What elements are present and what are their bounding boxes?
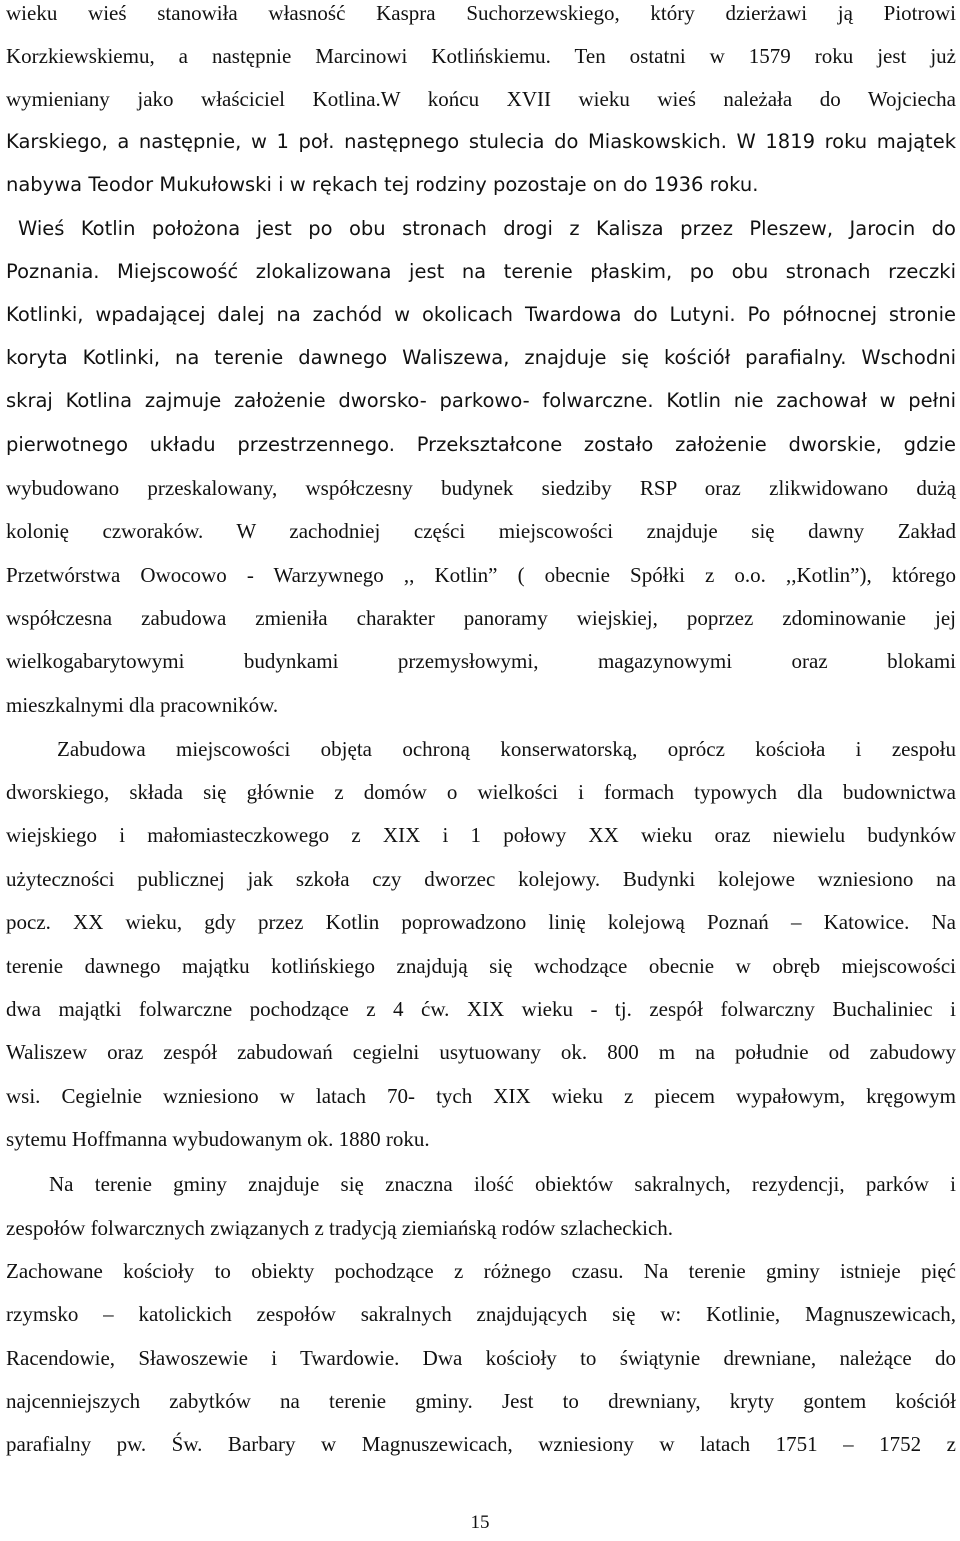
text-line: nabywa Teodor Mukułowski i w rękach tej rodziny pozostaje on do 1936 roku. (6, 173, 759, 196)
text-line: koryta Kotlinki, na terenie dawnego Waliszewa, znajduje się kościół parafialny. Wschodni (6, 346, 956, 369)
text-line: dwa majątki folwarczne pochodzące z 4 ćw. XIX wieku - tj. zespół folwarczny Buchaliniec i (6, 997, 956, 1021)
text-line: Zachowane kościoły to obiekty pochodzące z różnego czasu. Na terenie gminy istnieje pięć (6, 1259, 956, 1283)
text-line: wielkogabarytowymi budynkami przemysłowymi, magazynowymi oraz blokami (6, 649, 956, 673)
text-line: Przetwórstwa Owocowo - Warzywnego ,, Kotlin” ( obecnie Spółki z o.o. ,,Kotlin”), którego (6, 563, 956, 587)
text-line: skraj Kotlina zajmuje założenie dworsko- parkowo- folwarczne. Kotlin nie zachował w pełni (6, 389, 956, 412)
text-line: Zabudowa miejscowości objęta ochroną konserwatorską, oprócz kościoła i zespołu (57, 737, 956, 761)
text-line: pierwotnego układu przestrzennego. Przekształcone zostało założenie dworskie, gdzie (6, 433, 956, 456)
text-line: Racendowie, Sławoszewie i Twardowie. Dwa kościoły to świątynie drewniane, należące do (6, 1346, 956, 1370)
page-number: 15 (470, 1512, 490, 1533)
text-line: wieku wieś stanowiła własność Kaspra Suchorzewskiego, który dzierżawi ją Piotrowi (6, 1, 956, 25)
text-line: zespołów folwarcznych związanych z tradycją ziemiańską rodów szlacheckich. (6, 1216, 674, 1240)
text-line: mieszkalnymi dla pracowników. (6, 693, 279, 717)
text-line: Waliszew oraz zespół zabudowań cegielni usytuowany ok. 800 m na południe od zabudowy (6, 1040, 956, 1064)
text-line: rzymsko – katolickich zespołów sakralnych znajdujących się w: Kotlinie, Magnuszewicach, (6, 1302, 956, 1326)
text-line: wsi. Cegielnie wzniesiono w latach 70- tych XIX wieku z piecem wypałowym, kręgowym (6, 1084, 956, 1108)
text-line: wymieniany jako właściciel Kotlina.W końcu XVII wieku wieś należała do Wojciecha (6, 87, 956, 111)
text-line: Poznania. Miejscowość zlokalizowana jest na terenie płaskim, po obu stronach rzeczki (6, 260, 956, 283)
text-line: wiejskiego i małomiasteczkowego z XIX i 1 połowy XX wieku oraz niewielu budynków (6, 823, 956, 847)
text-line: Karskiego, a następnie, w 1 poł. następnego stulecia do Miaskowskich. W 1819 roku majątek (6, 130, 956, 153)
text-line: wybudowano przeskalowany, współczesny budynek siedziby RSP oraz zlikwidowano dużą (6, 476, 956, 500)
text-line: użyteczności publicznej jak szkoła czy dworzec kolejowy. Budynki kolejowe wzniesiono na (6, 867, 956, 891)
text-line: współczesna zabudowa zmieniła charakter panoramy wiejskiej, poprzez zdominowanie jej (6, 606, 956, 630)
text-line: Na terenie gminy znajduje się znaczna ilość obiektów sakralnych, rezydencji, parków i (49, 1172, 956, 1196)
text-line: dworskiego, składa się głównie z domów o wielkości i formach typowych dla budownictwa (6, 780, 956, 804)
text-line: Kotlinki, wpadającej dalej na zachód w okolicach Twardowa do Lutyni. Po północnej stronie (6, 303, 956, 326)
text-line: pocz. XX wieku, gdy przez Kotlin poprowadzono linię kolejową Poznań – Katowice. Na (6, 910, 956, 934)
text-line: Korzkiewskiemu, a następnie Marcinowi Kotlińskiemu. Ten ostatni w 1579 roku jest już (6, 44, 956, 68)
text-line: sytemu Hoffmanna wybudowanym ok. 1880 roku. (6, 1127, 430, 1151)
text-line: Wieś Kotlin położona jest po obu stronach drogi z Kalisza przez Pleszew, Jarocin do (18, 217, 956, 240)
text-line: parafialny pw. Św. Barbary w Magnuszewicach, wzniesiony w latach 1751 – 1752 z (6, 1432, 956, 1456)
text-line: terenie dawnego majątku kotlińskiego znajdują się wchodzące obecnie w obręb miejscowości (6, 954, 956, 978)
text-line: kolonię czworaków. W zachodniej części miejscowości znajduje się dawny Zakład (6, 519, 956, 543)
text-line: najcenniejszych zabytków na terenie gminy. Jest to drewniany, kryty gontem kościół (6, 1389, 956, 1413)
